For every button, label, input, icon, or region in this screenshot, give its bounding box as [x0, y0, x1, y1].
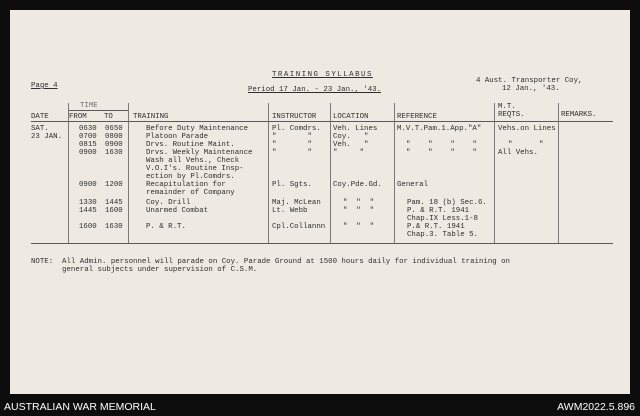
col-divider — [268, 103, 269, 243]
time-from: 0700 — [79, 133, 97, 141]
location-cell: " " " — [343, 207, 375, 215]
unit-name: 4 Aust. Transporter Coy, — [476, 77, 583, 85]
time-to: 1200 — [105, 181, 123, 189]
location-cell: Coy. " — [333, 133, 369, 141]
reference-cell: P.& R.T. 1941 — [407, 223, 465, 231]
time-from: 0900 — [79, 149, 97, 157]
reference-cell: " " " " — [406, 149, 477, 157]
time-header-rule — [68, 110, 128, 111]
footer-archive-name: AUSTRALIAN WAR MEMORIAL — [4, 401, 156, 413]
location-cell: " " " — [343, 199, 375, 207]
header-mt-2: REQTS. — [498, 111, 525, 119]
col-divider — [494, 103, 495, 243]
training-cell: Before Duty Maintenance — [146, 125, 249, 133]
note-line-1: NOTE: All Admin. personnel will parade on Coy. Parade Ground at 1500 hours daily for individual training on — [31, 258, 510, 266]
reference-cell-cont: Chap.3. Table 5. — [407, 231, 478, 239]
header-training: TRAINING — [133, 113, 169, 121]
date-cell-day: SAT. — [31, 125, 49, 133]
mt-cell: All Vehs. — [498, 149, 538, 157]
time-from: 1330 — [79, 199, 97, 207]
training-cell: Unarmed Combat — [146, 207, 209, 215]
instructor-cell: Cpl.Collannn — [272, 223, 326, 231]
col-divider — [394, 103, 395, 243]
time-to: 0900 — [105, 141, 123, 149]
location-cell: Veh. Lines — [333, 125, 378, 133]
training-cell: Coy. Drill — [146, 199, 191, 207]
reference-cell: " " " " — [406, 141, 477, 149]
table-bottom-rule — [31, 243, 613, 244]
time-from: 0815 — [79, 141, 97, 149]
training-cell-cont: Wash all Vehs., Check — [146, 157, 240, 165]
training-cell-cont: ection by Pl.Comdrs. — [146, 173, 235, 181]
reference-cell-cont: Chap.IX Less.1-8 — [407, 215, 478, 223]
training-cell-cont: remainder of Company — [146, 189, 235, 197]
time-to: 1630 — [105, 223, 123, 231]
time-to: 1630 — [105, 149, 123, 157]
instructor-cell: Lt. Webb — [272, 207, 308, 215]
header-to: TO — [104, 113, 113, 121]
document-page — [10, 10, 630, 394]
header-date: DATE — [31, 113, 49, 121]
training-cell: Platoon Parade — [146, 133, 209, 141]
time-from: 1600 — [79, 223, 97, 231]
header-reference: REFERENCE — [397, 113, 437, 121]
footer-accession-number: AWM2022.5.896 — [557, 401, 635, 413]
training-cell-cont: V.O.I's. Routine Insp- — [146, 165, 244, 173]
period-line: Period 17 Jan. - 23 Jan., '43. — [248, 86, 382, 94]
date-cell-date: 23 JAN. — [31, 133, 63, 141]
reference-cell: Pam. 18 (b) Sec.6. — [407, 199, 487, 207]
unit-date: 12 Jan., '43. — [502, 85, 560, 93]
instructor-cell: Pl. Sgts. — [272, 181, 312, 189]
reference-cell: P. & R.T. 1941 — [407, 207, 470, 215]
location-cell: " " — [333, 149, 365, 157]
time-to: 0650 — [105, 125, 123, 133]
instructor-cell: " " — [272, 141, 312, 149]
document-title: TRAINING SYLLABUS — [272, 71, 373, 79]
header-time: TIME — [80, 102, 98, 110]
header-remarks: REMARKS. — [561, 111, 597, 119]
mt-cell: Vehs.on Lines — [498, 125, 556, 133]
time-to: 1445 — [105, 199, 123, 207]
header-from: FROM — [69, 113, 87, 121]
time-from: 0900 — [79, 181, 97, 189]
training-cell: P. & R.T. — [146, 223, 186, 231]
header-instructor: INSTRUCTOR — [272, 113, 317, 121]
time-from: 1445 — [79, 207, 97, 215]
reference-cell: M.V.T.Pam.1.App."A" — [397, 125, 482, 133]
reference-cell: General — [397, 181, 429, 189]
time-from: 0630 — [79, 125, 97, 133]
instructor-cell: Maj. McLean — [272, 199, 321, 207]
training-cell: Drvs. Weekly Maintenance — [146, 149, 253, 157]
location-cell: " " " — [343, 223, 375, 231]
col-divider — [558, 103, 559, 243]
training-cell: Drvs. Routine Maint. — [146, 141, 235, 149]
mt-cell: " " — [508, 141, 544, 149]
note-line-2: general subjects under supervision of C.S.M. — [31, 266, 258, 274]
col-divider — [68, 103, 69, 243]
instructor-cell: " " — [272, 149, 312, 157]
location-cell: Veh. " — [333, 141, 369, 149]
instructor-cell: " " — [272, 133, 312, 141]
header-rule — [31, 121, 613, 122]
training-cell: Recapitulation for — [146, 181, 226, 189]
location-cell: Coy.Pde.Gd. — [333, 181, 382, 189]
page-number: Page 4 — [31, 82, 58, 90]
instructor-cell: Pl. Comdrs. — [272, 125, 321, 133]
time-to: 1600 — [105, 207, 123, 215]
col-divider — [128, 103, 129, 243]
header-mt-1: M.T. — [498, 103, 516, 111]
header-location: LOCATION — [333, 113, 369, 121]
col-divider — [330, 103, 331, 243]
time-to: 0800 — [105, 133, 123, 141]
